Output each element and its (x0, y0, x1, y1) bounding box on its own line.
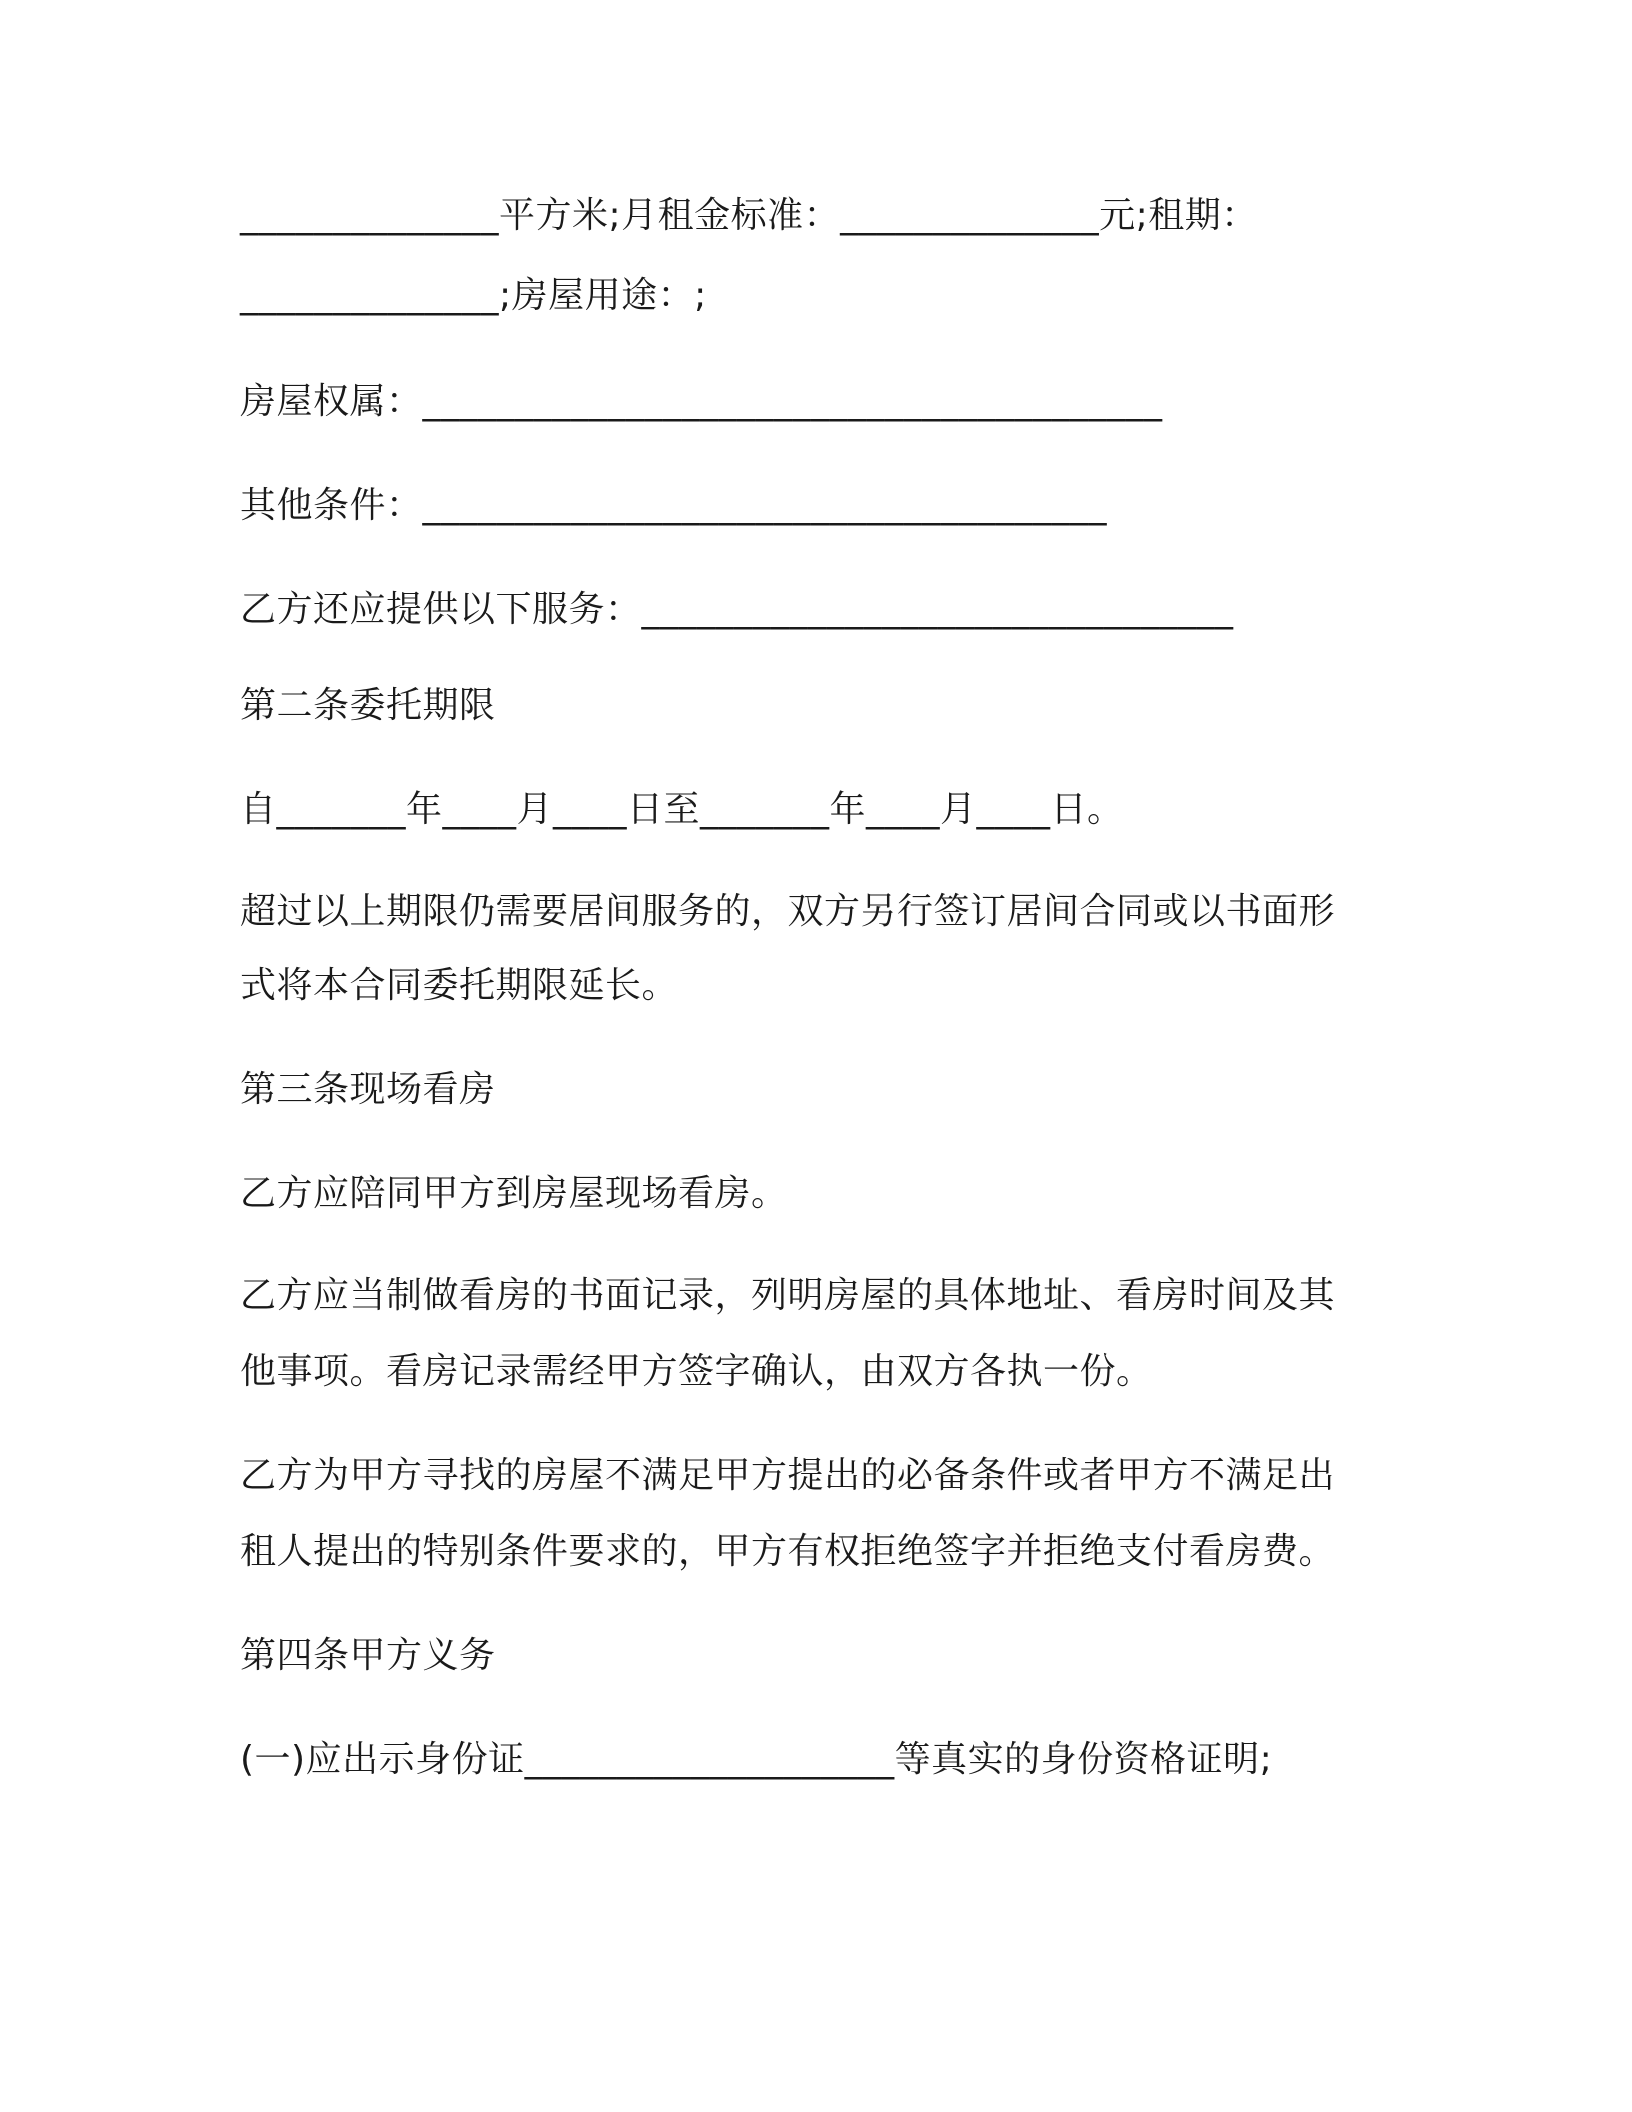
text-line-extension-2: 式将本合同委托期限延长。 (240, 965, 679, 1006)
text-line-record-2: 他事项。看房记录需经甲方签字确认，由双方各执一份。 (240, 1351, 1153, 1392)
text-line-record-1: 乙方应当制做看房的书面记录，列明房屋的具体地址、看房时间及其 (240, 1275, 1336, 1316)
text-line-id-proof: (一)应出示身份证____________________等真实的身份资格证明; (240, 1739, 1273, 1780)
text-line-refuse-1: 乙方为甲方寻找的房屋不满足甲方提出的必备条件或者甲方不满足出 (240, 1455, 1336, 1496)
text-line-refuse-2: 租人提出的特别条件要求的，甲方有权拒绝签字并拒绝支付看房费。 (240, 1531, 1336, 1572)
section-heading-party-a-duties: 第四条甲方义务 (240, 1635, 496, 1676)
text-line-accompany: 乙方应陪同甲方到房屋现场看房。 (240, 1173, 788, 1214)
text-line-usage: ______________;房屋用途：; (240, 275, 707, 316)
text-line-ownership: 房屋权属：________________________________________ (240, 381, 1163, 422)
text-line-extension-1: 超过以上期限仍需要居间服务的，双方另行签订居间合同或以书面形 (240, 891, 1336, 932)
section-heading-term: 第二条委托期限 (240, 685, 496, 726)
section-heading-viewing: 第三条现场看房 (240, 1069, 496, 1110)
text-line-date-range: 自_______年____月____日至_______年____月____日。 (240, 789, 1124, 830)
text-line-area-rent-term: ______________平方米;月租金标准：______________元;租期： (240, 195, 1258, 236)
text-line-other-conditions: 其他条件：_____________________________________ (240, 485, 1108, 526)
text-line-services: 乙方还应提供以下服务：________________________________ (240, 589, 1234, 630)
